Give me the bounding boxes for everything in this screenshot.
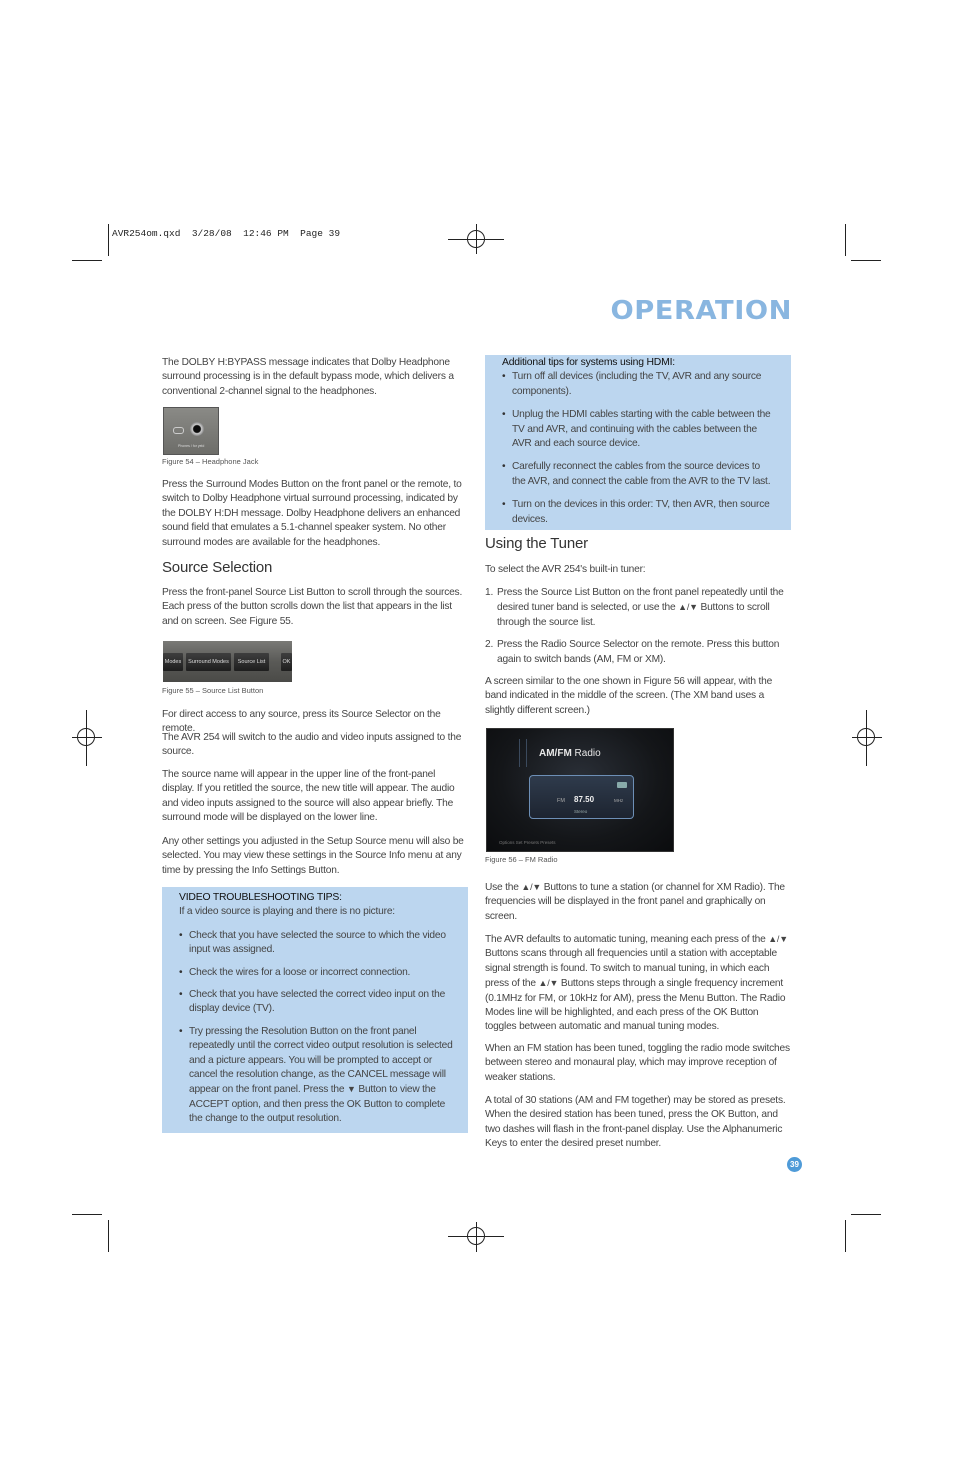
- tune-paragraph: Use the ▲/▼ Buttons to tune a station (or channel for XM Radio). The frequencies will be displayed in the front panel and graphically on screen.: [485, 882, 785, 922]
- list-item: • Turn on the devices in this order: TV, then AVR, then source devices.: [502, 498, 774, 527]
- tuning-mode: Stereo: [574, 809, 588, 814]
- fm-stereo-paragraph: When an FM station has been tuned, toggling the radio mode switches between stereo and monaural play, which may improve reception of weaker stations.: [485, 1043, 790, 1083]
- registration-mark: [77, 728, 95, 746]
- source-list-paragraph: Press the front-panel Source List Button to scroll through the sources. Each press of the button scrolls down the list that appears in the list and on screen. See Figure 55.: [162, 587, 463, 627]
- crop-mark: [851, 260, 881, 261]
- screen-paragraph: A screen similar to the one shown in Figure 56 will appear, with the band indicated in the middle of the screen. (The XM band uses a slightly different screen.): [485, 676, 773, 716]
- presets-paragraph: A total of 30 stations (AM and FM together) may be stored as presets. When the desired station has been tuned, press the OK Button, and two dashes will flash in the front-panel display. Use the Alphanumeric Keys to enter the desired preset number.: [485, 1095, 786, 1150]
- crop-mark: [108, 224, 109, 256]
- crop-mark: [72, 1214, 102, 1215]
- source-name-paragraph: The source name will appear in the upper line of the front-panel display. If you retitled the source, the new title will appear. The audio and video inputs assigned to the source will also appear briefly. The surround mode will be displayed on the lower line.: [162, 769, 455, 824]
- fm-screen-title: AM/FM Radio: [539, 748, 601, 759]
- switch-paragraph: The AVR 254 will switch to the audio and video inputs assigned to the source.: [162, 732, 462, 758]
- modes-button-graphic: Modes: [163, 653, 183, 671]
- using-tuner-heading: Using the Tuner: [485, 535, 588, 552]
- up-down-arrow-icon: ▲/▼: [521, 882, 542, 892]
- page-number-badge: 39: [787, 1157, 802, 1172]
- hdmi-tips-title: Additional tips for systems using HDMI:: [502, 357, 675, 368]
- band-label: FM: [557, 798, 565, 804]
- list-item: • Turn off all devices (including the TV, AVR and any source components).: [502, 370, 774, 399]
- frequency-readout: 87.50: [574, 795, 595, 804]
- list-item: • Check the wires for a loose or incorrect connection.: [179, 966, 454, 980]
- headphone-icon: [173, 427, 184, 434]
- figure-55-caption: Figure 55 – Source List Button: [162, 686, 264, 695]
- intro-paragraph: The DOLBY H:BYPASS message indicates that Dolby Headphone surround processing is in the default bypass mode, which delivers a conventional 2-channel signal to the headphones.: [162, 357, 454, 397]
- headphone-jack-figure: [163, 407, 219, 455]
- surround-modes-button-graphic: Surround Modes: [186, 653, 231, 671]
- down-arrow-icon: ▼: [346, 1084, 356, 1095]
- up-down-arrow-icon: ▲/▼: [768, 934, 788, 944]
- fm-footer-bar: Options Set Presets Presets: [499, 840, 556, 845]
- source-selection-heading: Source Selection: [162, 559, 273, 576]
- list-item: • Carefully reconnect the cables from the source devices to the AVR, and connect the cable from the AVR to the TV last.: [502, 460, 774, 489]
- figure-54-caption: Figure 54 – Headphone Jack: [162, 457, 259, 466]
- direct-access-paragraph: For direct access to any source, press its Source Selector on the remote.: [162, 709, 441, 735]
- list-item: • Check that you have selected the source to which the video input was assigned.: [179, 929, 454, 958]
- list-item: • Check that you have selected the correct video input on the display device (TV).: [179, 988, 454, 1017]
- crop-mark: [108, 1220, 109, 1252]
- headphone-jack-icon: [190, 422, 204, 436]
- crop-mark: [845, 1220, 846, 1252]
- frequency-panel: [529, 775, 634, 819]
- file-slug: AVR254om.qxd 3/28/08 12:46 PM Page 39: [112, 228, 341, 239]
- video-troubleshooting-box: [162, 887, 468, 1133]
- video-tips-list: [179, 929, 454, 1127]
- up-down-arrow-icon: ▲/▼: [538, 978, 559, 989]
- video-tips-subtitle: If a video source is playing and there is no picture:: [179, 906, 395, 918]
- tuner-intro: To select the AVR 254's built-in tuner:: [485, 564, 646, 575]
- crop-mark: [851, 1214, 881, 1215]
- stereo-indicator-icon: [617, 782, 627, 788]
- video-tips-title: VIDEO TROUBLESHOOTING TIPS:: [179, 892, 342, 903]
- list-item: 2. Press the Radio Source Selector on the remote. Press this button again to switch bands (AM, FM or XM).: [485, 639, 780, 665]
- hdmi-tips-box: [485, 355, 791, 530]
- registration-mark: [467, 230, 485, 248]
- page-title: OPERATION: [610, 296, 792, 326]
- jack-label: Phones / for yeld: [178, 444, 205, 448]
- frequency-unit: MHz: [614, 798, 624, 803]
- crop-mark: [72, 260, 102, 261]
- source-list-figure: [163, 641, 292, 682]
- figure-56-caption: Figure 56 – FM Radio: [485, 855, 558, 864]
- list-item: • Try pressing the Resolution Button on the front panel repeatedly until the correct video output resolution is selected and a picture appears. You will be prompted to accept or cancel the resolution change, as the CANCEL message will appear on the front panel. Press the ▼ Button to view the ACCEPT option, and then press the OK Button to complete the change to the output resolution.: [179, 1025, 454, 1127]
- up-down-arrow-icon: ▲/▼: [678, 602, 698, 613]
- source-list-button-graphic: Source List: [234, 653, 269, 671]
- other-settings-paragraph: Any other settings you adjusted in the Setup Source menu will also be selected. You may view these settings in the Source Info menu at any time by pressing the Info Settings Button.: [162, 836, 464, 876]
- registration-mark: [857, 728, 875, 746]
- list-item: 1. Press the Source List Button on the front panel repeatedly until the desired tuner band is selected, or use the ▲/▼ Buttons to scroll through the source list.: [485, 587, 784, 628]
- surround-paragraph: Press the Surround Modes Button on the front panel or the remote, to switch to Dolby Headphone virtual surround processing, indicated by the DOLBY H:DH message. Dolby Headphone delivers an enhanced sound field that emulates a 5.1-channel speaker system. No other surround modes are available for the headphones.: [162, 479, 462, 548]
- crop-mark: [845, 224, 846, 256]
- auto-tuning-paragraph: The AVR defaults to automatic tuning, meaning each press of the ▲/▼ Buttons scans through all frequencies until a station with acceptable signal strength is found. To switch to manual tuning, in which each press of the ▲/▼ Buttons steps through a single frequency increment (0.1MHz for FM, or 10kHz for AM), press the Menu Button. The Radio Modes line will be highlighted, and each press of the OK Button toggles between automatic and manual tuning modes.: [485, 934, 788, 1033]
- list-item: • Unplug the HDMI cables starting with the cable between the TV and AVR, and continuing with the cables between the AVR and each source device.: [502, 408, 774, 451]
- fm-radio-figure: [486, 728, 674, 852]
- registration-mark: [467, 1227, 485, 1245]
- antenna-icon: [519, 739, 527, 767]
- hdmi-tips-list: [502, 370, 774, 527]
- tuner-steps: [485, 586, 791, 667]
- ok-button-graphic: OK: [281, 653, 292, 671]
